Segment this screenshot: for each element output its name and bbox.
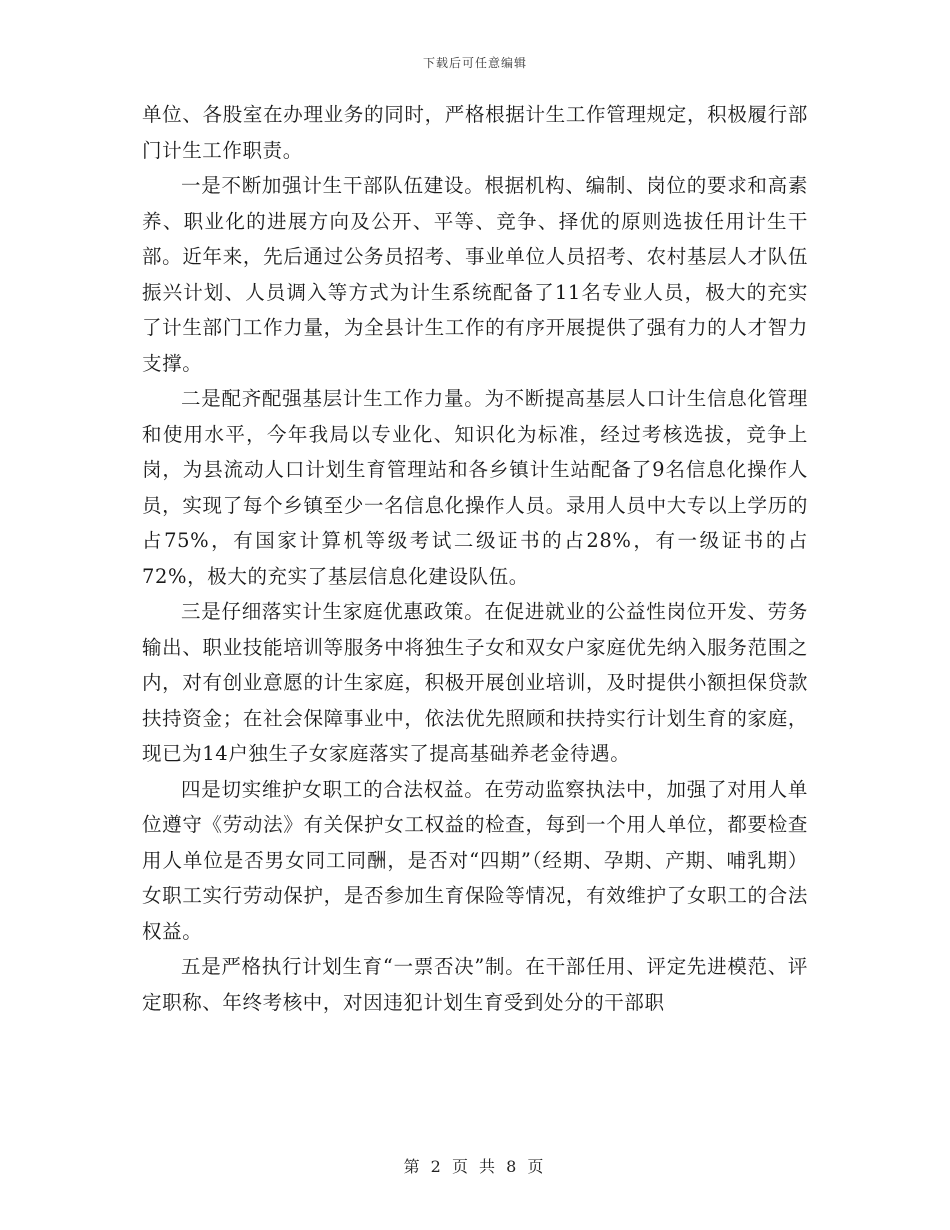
page-number: 第 2 页 共 8 页 <box>403 1157 547 1176</box>
paragraph-female-rights: 四是切实维护女职工的合法权益。在劳动监察执法中，加强了对用人单位遵守《劳动法》有关保护女工权益的检查，每到一个用人单位，都要检查用人单位是否男女同工同酬，是否对“四期”（经期、孕期、产期、哺乳期）女职工实行劳动保护，是否参加生育保险等情况，有效维护了女职工的合法权益。 <box>142 777 808 943</box>
paragraph-continued: 单位、各股室在办理业务的同时，严格根据计生工作管理规定，积极履行部门计生工作职责。 <box>142 103 808 162</box>
paragraph-grassroots-staff: 二是配齐配强基层计生工作力量。为不断提高基层人口计生信息化管理和使用水平，今年我局以专业化、知识化为标准，经过考核选拔，竞争上岗，为县流动人口计划生育管理站和各乡镇计生站配备了9名信息化操作人员，实现了每个乡镇至少一名信息化操作人员。录用人员中大专以上学历的占75%，有国家计算机等级考试二级证书的占28%，有一级证书的占72%，极大的充实了基层信息化建设队伍。 <box>142 387 808 588</box>
document-body <box>142 97 808 1020</box>
paragraph-one-vote-veto: 五是严格执行计划生育“一票否决”制。在干部任用、评定先进模范、评定职称、年终考核中，对因违犯计划生育受到处分的干部职 <box>142 955 808 1014</box>
paragraph-family-policy: 三是仔细落实计生家庭优惠政策。在促进就业的公益性岗位开发、劳务输出、职业技能培训等服务中将独生子女和双女户家庭优先纳入服务范围之内，对有创业意愿的计生家庭，积极开展创业培训，及时提供小额担保贷款扶持资金；在社会保障事业中，依法优先照顾和扶持实行计划生育的家庭，现已为14户独生子女家庭落实了提高基础养老金待遇。 <box>142 600 808 765</box>
page-header: 下载后可任意编辑 <box>422 56 527 70</box>
paragraph-cadre-team: 一是不断加强计生干部队伍建设。根据机构、编制、岗位的要求和高素养、职业化的进展方向及公开、平等、竞争、择优的原则选拔任用计生干部。近年来，先后通过公务员招考、事业单位人员招考、农村基层人才队伍振兴计划、人员调入等方式为计生系统配备了11名专业人员，极大的充实了计生部门工作力量，为全县计生工作的有序开展提供了强有力的人才智力支撑。 <box>142 174 808 375</box>
